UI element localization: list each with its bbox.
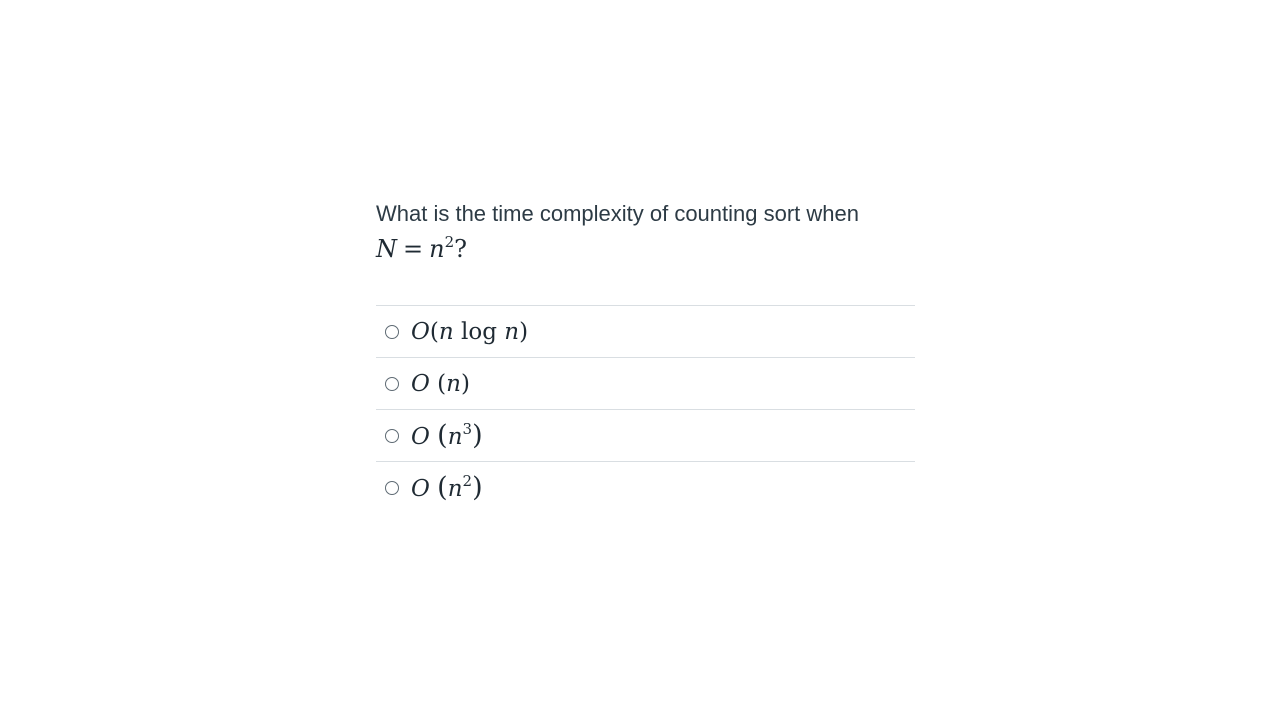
answer-open-paren: ( [429,318,439,345]
answer-option-3[interactable] [376,410,915,462]
answer-label-2[interactable] [411,371,470,397]
answer-log: log [460,318,497,345]
answer-func: O [411,370,430,397]
answer-close-paren: ) [460,370,470,397]
formula-exponent: 2 [444,233,455,251]
answer-option-2[interactable] [376,358,915,410]
answer-list [376,305,915,513]
answer-exponent: 2 [462,472,473,490]
answer-label-4[interactable] [411,472,483,503]
answer-func: O [411,476,430,502]
answer-close-paren: ) [519,318,529,345]
question-block [376,198,915,266]
formula-equals: = [403,235,424,263]
answer-option-1[interactable] [376,306,915,358]
radio-button[interactable] [385,325,399,339]
answer-close-paren: ) [472,420,483,451]
answer-arg: n [447,476,463,502]
answer-label-3[interactable] [411,420,483,451]
answer-open-paren: ( [437,420,448,451]
question-formula [376,232,915,266]
answer-open-paren: ( [437,472,448,503]
answer-arg2: n [504,318,520,345]
answer-arg: n [438,318,454,345]
formula-question-mark: ? [454,235,467,263]
formula-lhs: N [376,235,397,263]
answer-func: O [411,424,430,450]
answer-close-paren: ) [472,472,483,503]
answer-arg: n [447,424,463,450]
answer-open-paren: ( [437,370,447,397]
radio-button[interactable] [385,377,399,391]
radio-button[interactable] [385,429,399,443]
question-text: What is the time complexity of counting sort when [376,201,859,226]
radio-button[interactable] [385,481,399,495]
answer-label-1[interactable] [411,319,528,345]
answer-option-4[interactable] [376,462,915,513]
answer-arg: n [446,370,461,397]
answer-func: O [411,318,430,345]
answer-exponent: 3 [462,420,473,438]
formula-base: n [429,235,445,263]
